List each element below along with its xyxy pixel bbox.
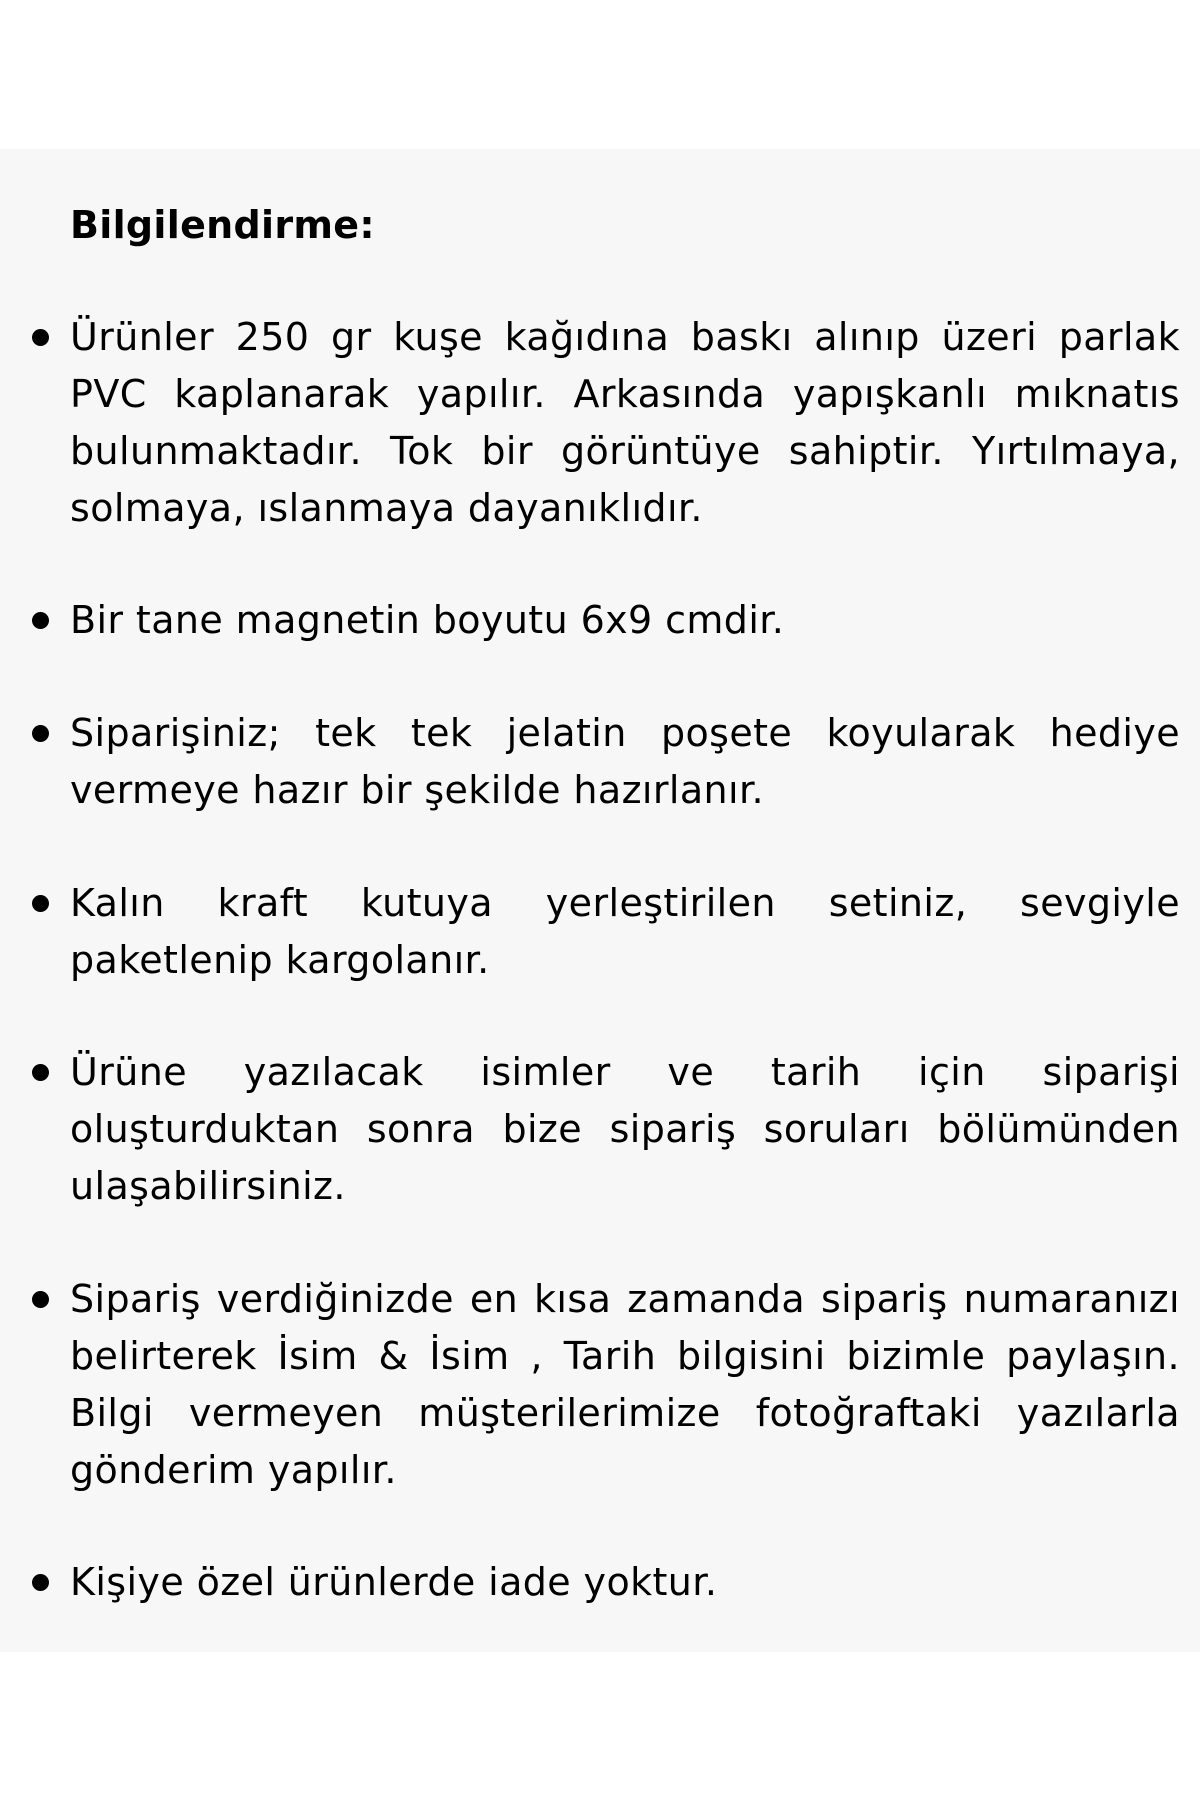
info-item-text: Ürünler 250 gr kuşe kağıdına baskı alınıp üzeri parlak PVC kaplanarak yapılır. Arkasında yapışkanlı mıknatıs bulunmaktadır. Tok bir görüntüye sahiptir. Yırtılmaya, solmaya, ıslanmaya dayanıklıdır.	[70, 315, 1180, 530]
info-item-text: Bir tane magnetin boyutu 6x9 cmdir.	[70, 598, 785, 642]
info-item-text: Kalın kraft kutuya yerleştirilen setiniz, sevgiyle paketlenip kargolanır.	[70, 881, 1180, 982]
bullet-icon	[32, 1574, 49, 1591]
info-item-size	[70, 592, 1180, 649]
info-item-packaging	[70, 705, 1180, 819]
bullet-icon	[32, 612, 49, 629]
bullet-icon	[32, 895, 49, 912]
bullet-icon	[32, 329, 49, 346]
info-item-returns	[70, 1554, 1180, 1611]
info-item-text: Siparişiniz; tek tek jelatin poşete koyularak hediye vermeye hazır bir şekilde hazırlanır.	[70, 711, 1180, 812]
info-item-text: Ürüne yazılacak isimler ve tarih için siparişi oluşturduktan sonra bize sipariş soruları bölümünden ulaşabilirsiniz.	[70, 1050, 1180, 1208]
info-heading: Bilgilendirme:	[70, 203, 375, 247]
bullet-icon	[32, 725, 49, 742]
info-item-text: Kişiye özel ürünlerde iade yoktur.	[70, 1560, 718, 1604]
info-item-personalization	[70, 1044, 1180, 1215]
info-item-order-info	[70, 1271, 1180, 1499]
bullet-icon	[32, 1064, 49, 1081]
info-item-material	[70, 309, 1180, 537]
info-item-shipping	[70, 875, 1180, 989]
bullet-icon	[32, 1291, 49, 1308]
info-item-text: Sipariş verdiğinizde en kısa zamanda sipariş numaranızı belirterek İsim & İsim , Tarih bilgisini bizimle paylaşın. Bilgi vermeyen müşterilerimize fotoğraftaki yazılarla gönderim yapılır.	[70, 1277, 1180, 1492]
